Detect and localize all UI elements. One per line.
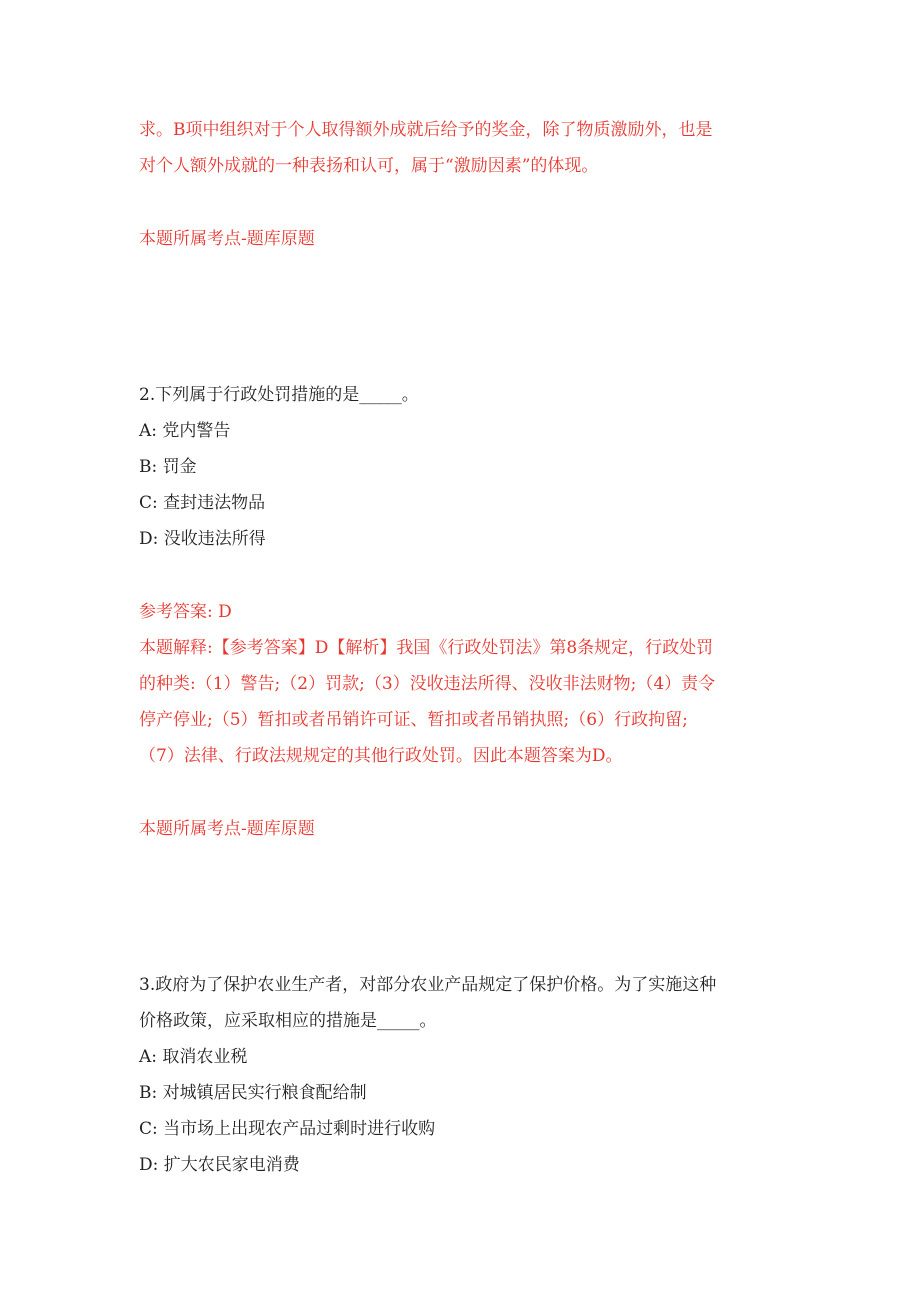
q1-analysis-line: 对个人额外成就的一种表扬和认可，属于“激励因素”的体现。 (139, 156, 599, 176)
q3-option-d: D: 扩大农民家电消费 (139, 1155, 300, 1175)
q1-analysis-line: 求。B项中组织对于个人取得额外成就后给予的奖金，除了物质激励外，也是 (139, 120, 713, 140)
q2-analysis-line: 本题解释:【参考答案】D【解析】我国《行政处罚法》第8条规定，行政处罚 (139, 638, 714, 658)
q3-option-a: A: 取消农业税 (139, 1047, 248, 1067)
q2-option-b: B: 罚金 (139, 457, 197, 477)
q3-option-c: C: 当市场上出现农产品过剩时进行收购 (139, 1119, 436, 1139)
q2-analysis-line: （7）法律、行政法规规定的其他行政处罚。因此本题答案为D。 (139, 746, 623, 766)
q2-stem: 2.下列属于行政处罚措施的是_____。 (139, 385, 419, 405)
q2-answer: 参考答案: D (139, 602, 232, 622)
q3-stem-line: 3.政府为了保护农业生产者，对部分农业产品规定了保护价格。为了实施这种 (139, 975, 717, 995)
q2-source: 本题所属考点-题库原题 (139, 819, 315, 839)
q2-option-c: C: 查封违法物品 (139, 493, 266, 513)
q2-analysis-line: 停产停业;（5）暂扣或者吊销许可证、暂扣或者吊销执照;（6）行政拘留; (139, 710, 688, 730)
q1-source: 本题所属考点-题库原题 (139, 229, 315, 249)
q3-stem-line: 价格政策，应采取相应的措施是_____。 (139, 1011, 437, 1031)
q2-analysis-line: 的种类:（1）警告;（2）罚款;（3）没收违法所得、没收非法财物;（4）责令 (139, 674, 716, 694)
q3-option-b: B: 对城镇居民实行粮食配给制 (139, 1083, 367, 1103)
q2-option-d: D: 没收违法所得 (139, 529, 266, 549)
q2-option-a: A: 党内警告 (139, 421, 231, 441)
